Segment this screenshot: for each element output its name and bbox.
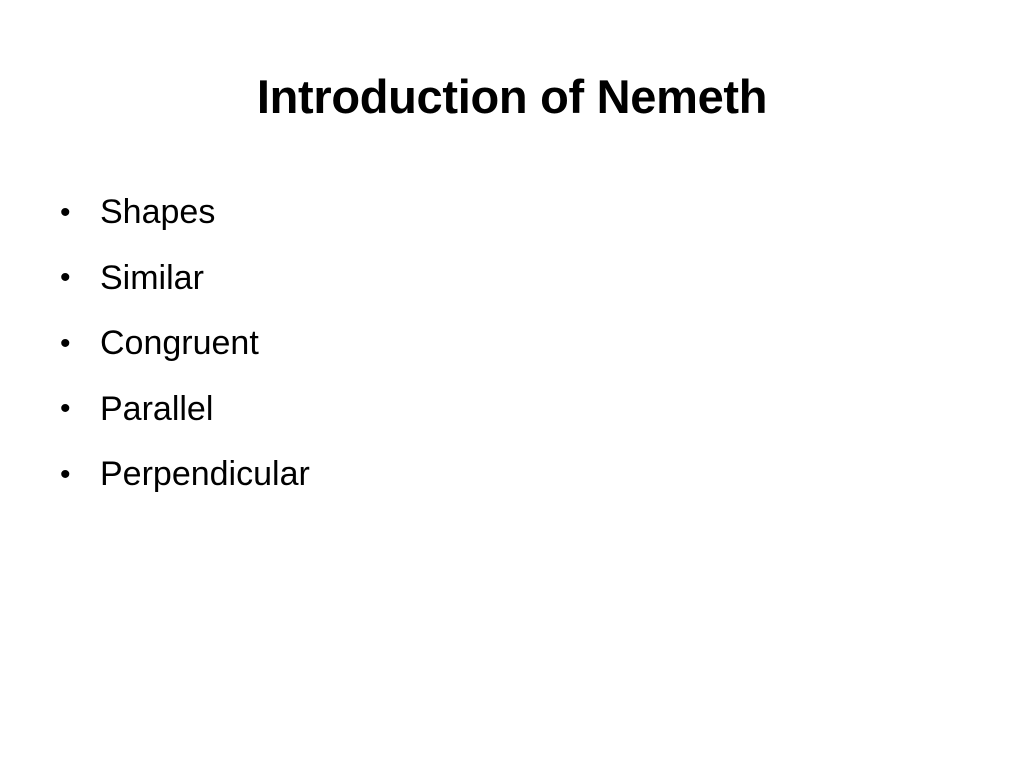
list-item <box>60 311 310 377</box>
bullet-text: Congruent <box>100 324 259 363</box>
bullet-text: Parallel <box>100 389 214 428</box>
bullet-list <box>60 180 310 508</box>
list-item <box>60 377 310 443</box>
bullet-icon: • <box>60 457 71 491</box>
bullet-icon: • <box>60 392 71 426</box>
bullet-icon: • <box>60 195 71 229</box>
list-item <box>60 180 310 246</box>
bullet-text: Perpendicular <box>100 455 310 494</box>
slide-title: Introduction of Nemeth <box>256 70 768 123</box>
list-item <box>60 442 310 508</box>
bullet-icon: • <box>60 261 71 295</box>
list-item <box>60 246 310 312</box>
bullet-text: Similar <box>100 258 204 297</box>
bullet-text: Shapes <box>100 193 216 232</box>
bullet-icon: • <box>60 326 71 360</box>
